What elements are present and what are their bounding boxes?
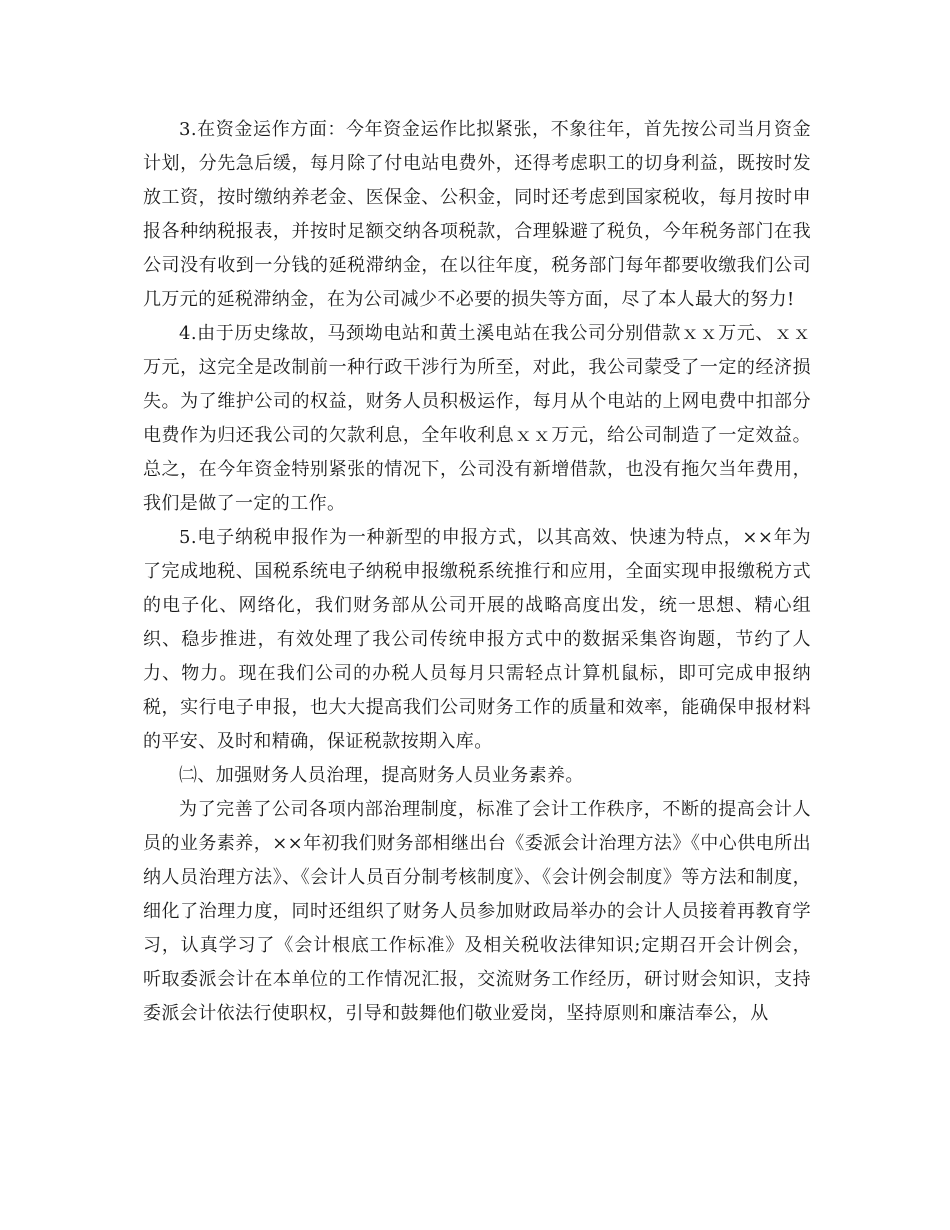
paragraph-fund-operation: 3.在资金运作方面：今年资金运作比拟紧张，不象往年，首先按公司当月资金计划，分先急后缓，每月除了付电站电费外，还得考虑职工的切身利益，既按时发放工资，按时缴纳养老金、医保金、公积金，同时还考虑到国家税收，每月按时申报各种纳税报表，并按时足额交纳各项税款，合理躲避了税负，今年税务部门在我公司没有收到一分钱的延税滞纳金，在以往年度，税务部门每年都要收缴我们公司几万元的延税滞纳金，在为公司减少不必要的损失等方面，尽了本人最大的努力!	[143, 119, 811, 310]
paragraph-e-tax-filing: 5.电子纳税申报作为一种新型的申报方式，以其高效、快速为特点，××年为了完成地税、国税系统电子纳税申报缴税系统推行和应用，全面实现申报缴税方式的电子化、网络化，我们财务部从公司开展的战略高度出发，统一思想、精心组织、稳步推进，有效处理了我公司传统申报方式中的数据采集咨询题，节约了人力、物力。现在我们公司的办税人员每月只需轻点计算机鼠标，即可完成申报纳税，实行电子申报，也大大提高我们公司财务工作的质量和效率，能确保申报材料的平安、及时和精确，保证税款按期入库。	[143, 527, 811, 752]
paragraph-historical-loans: 4.由于历史缘故，马颈坳电站和黄土溪电站在我公司分别借款ｘｘ万元、ｘｘ万元，这完全是改制前一种行政干涉行为所至，对此，我公司蒙受了一定的经济损失。为了维护公司的权益，财务人员积极运作，每月从个电站的上网电费中扣部分电费作为归还我公司的欠款利息，全年收利息ｘｘ万元，给公司制造了一定效益。总之，在今年资金特别紧张的情况下，公司没有新增借款，也没有拖欠当年费用，我们是做了一定的工作。	[143, 323, 811, 514]
document-body	[143, 113, 811, 1031]
paragraph-staff-management: 为了完善了公司各项内部治理制度，标准了会计工作秩序，不断的提高会计人员的业务素养，××年初我们财务部相继出台《委派会计治理方法》《中心供电所出纳人员治理方法》、《会计人员百分制考核制度》、《会计例会制度》等方法和制度，细化了治理力度，同时还组织了财务人员参加财政局举办的会计人员接着再教育学习，认真学习了《会计根底工作标准》及相关税收法律知识;定期召开会计例会，听取委派会计在本单位的工作情况汇报，交流财务工作经历，研讨财会知识，支持委派会计依法行使职权，引导和鼓舞他们敬业爱岗，坚持原则和廉洁奉公，从	[143, 799, 811, 1024]
section-heading-staff-management: ㈡、加强财务人员治理，提高财务人员业务素养。	[179, 765, 584, 786]
